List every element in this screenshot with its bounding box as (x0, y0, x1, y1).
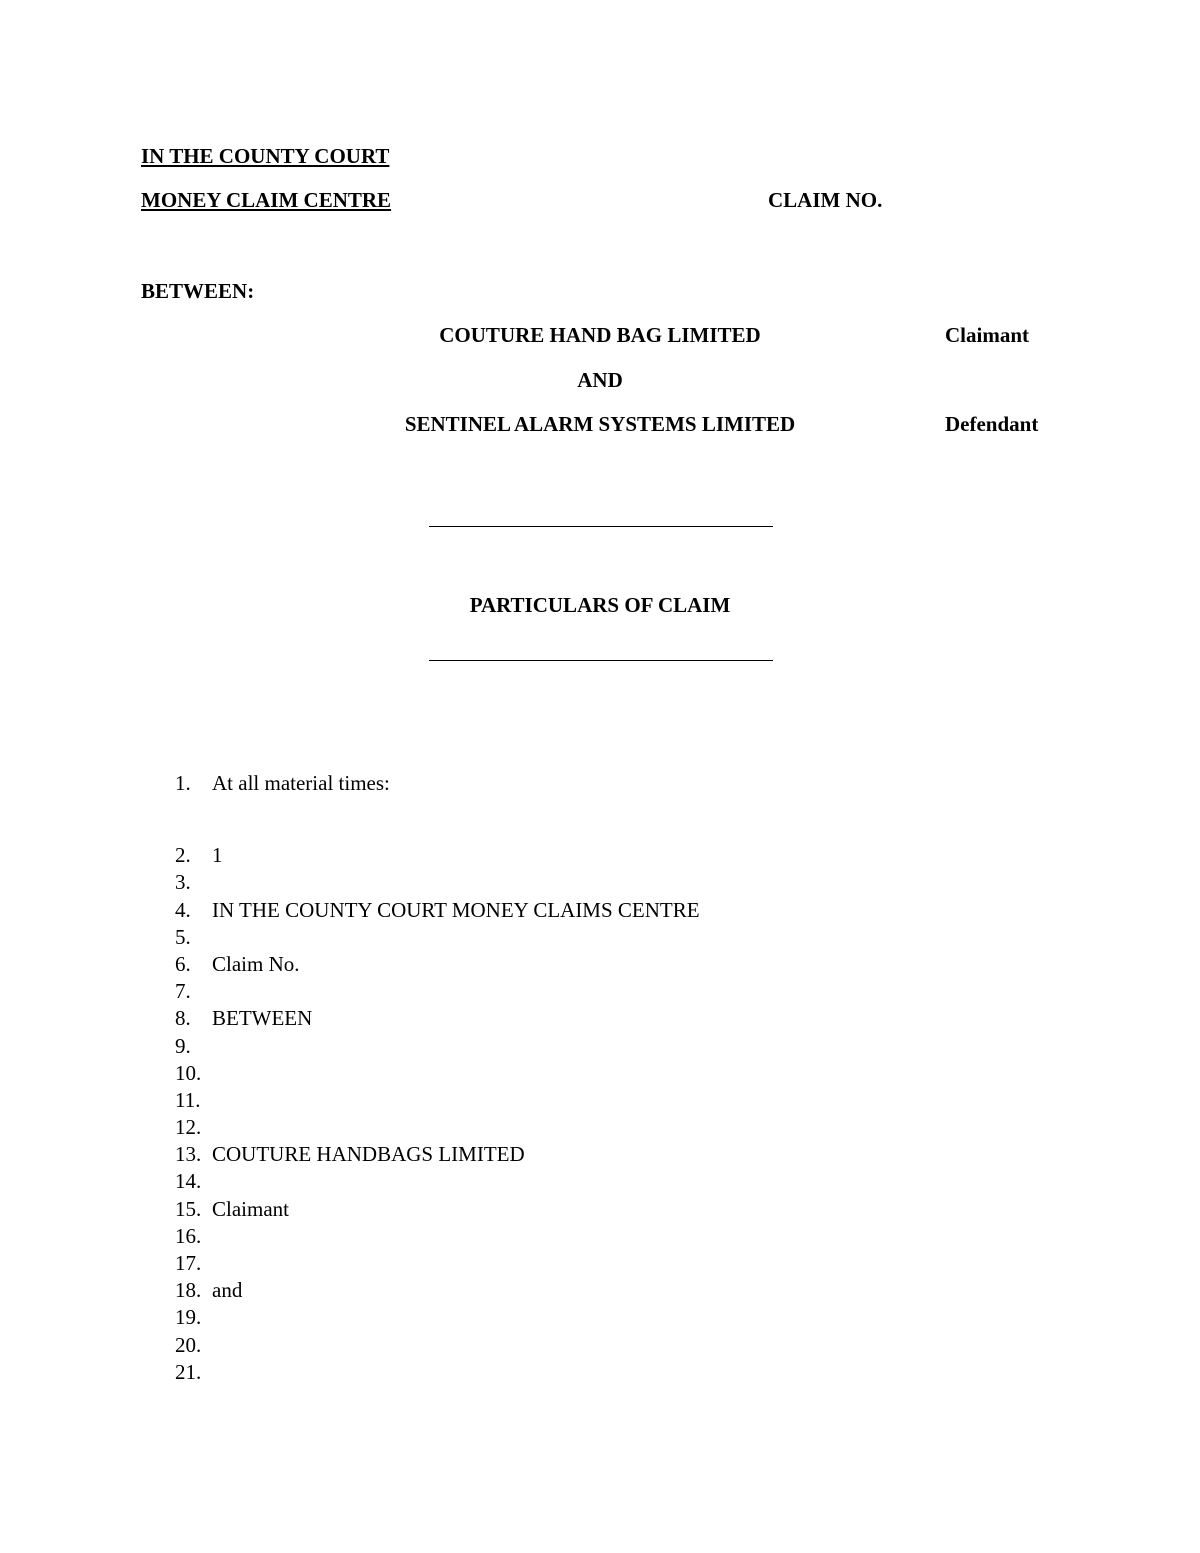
list-item-number: 8. (175, 1006, 191, 1031)
list-item-number: 10. (175, 1060, 202, 1085)
list-item (175, 1304, 700, 1331)
claim-number-label: CLAIM NO. (768, 188, 883, 212)
list-item-number: 2. (175, 843, 191, 868)
list-item-number: 12. (175, 1115, 202, 1140)
list-item-number: 19. (175, 1305, 202, 1330)
list-item (175, 978, 700, 1005)
document-title: PARTICULARS OF CLAIM (469, 593, 731, 617)
particulars-list (175, 770, 700, 1386)
list-item (175, 1168, 700, 1195)
list-item-text: At all material times: (212, 771, 390, 795)
list-item-text: IN THE COUNTY COURT MONEY CLAIMS CENTRE (212, 897, 700, 922)
list-item-number: 1. (175, 771, 191, 795)
list-item (175, 1332, 700, 1359)
list-item-number: 20. (175, 1332, 202, 1357)
between-label: BETWEEN: (141, 279, 255, 303)
list-item-text: Claimant (212, 1196, 289, 1221)
list-item-number: 18. (175, 1278, 202, 1303)
list-item (175, 1250, 700, 1277)
list-item (175, 1141, 700, 1168)
list-item-number: 17. (175, 1251, 202, 1275)
list-item (175, 924, 700, 951)
list-item (175, 951, 700, 978)
defendant-name: SENTINEL ALARM SYSTEMS LIMITED (404, 412, 796, 436)
list-item (175, 897, 700, 924)
list-item-text: and (212, 1278, 243, 1303)
claimant-name: COUTURE HAND BAG LIMITED (439, 323, 761, 347)
centre-heading: MONEY CLAIM CENTRE (141, 188, 392, 212)
list-item-text: 1 (212, 843, 223, 868)
list-item-number: 14. (175, 1169, 202, 1194)
list-item (175, 1060, 700, 1087)
list-item-number: 6. (175, 951, 191, 976)
list-item-number: 11. (175, 1087, 201, 1112)
list-item-number: 4. (175, 897, 191, 922)
title-rule-top (429, 526, 773, 527)
list-item (175, 1359, 700, 1386)
claimant-role: Claimant (945, 323, 1029, 347)
list-item-number: 9. (175, 1033, 191, 1058)
list-item (175, 770, 700, 797)
defendant-role: Defendant (945, 412, 1039, 436)
list-item (175, 1087, 700, 1114)
list-item (175, 1223, 700, 1250)
list-item-text: COUTURE HANDBAGS LIMITED (212, 1142, 525, 1167)
list-item-text: Claim No. (212, 951, 300, 976)
list-item-number: 15. (175, 1196, 202, 1221)
list-item-number: 5. (175, 924, 191, 949)
list-item (175, 1277, 700, 1304)
list-item-number: 13. (175, 1142, 202, 1167)
list-item-number: 7. (175, 979, 191, 1004)
list-item (175, 869, 700, 896)
list-item (175, 1196, 700, 1223)
list-item-number: 21. (175, 1359, 202, 1384)
court-heading: IN THE COUNTY COURT (141, 144, 390, 168)
list-item (175, 1033, 700, 1060)
list-item-text: BETWEEN (212, 1006, 313, 1031)
list-item (175, 1114, 700, 1141)
list-item-number: 16. (175, 1223, 202, 1248)
list-item-number: 3. (175, 870, 191, 895)
list-item (175, 842, 700, 869)
title-rule-bottom (429, 660, 773, 661)
and-label: AND (577, 368, 623, 392)
list-item (175, 1005, 700, 1032)
